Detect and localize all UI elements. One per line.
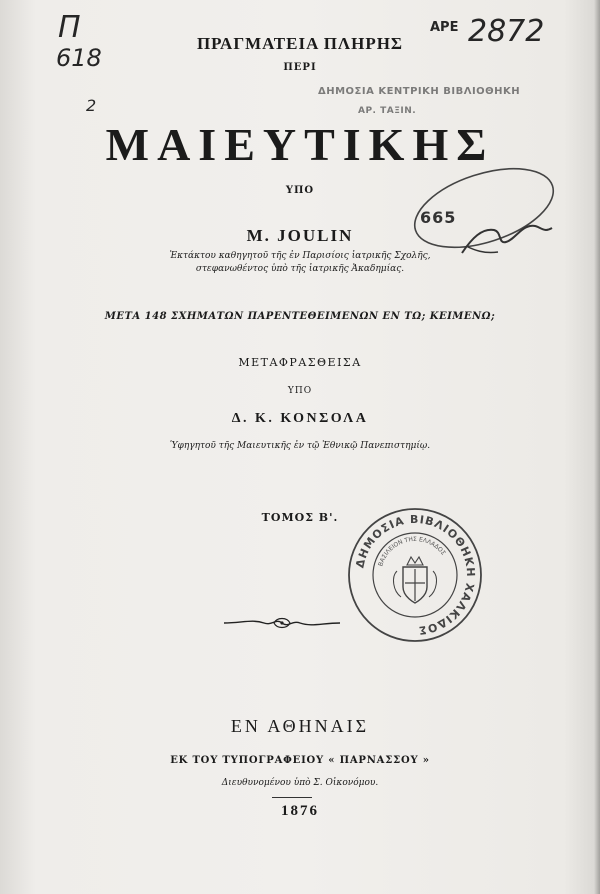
- accession-number: 2872: [468, 14, 545, 49]
- title-line-1: ΠΡΑΓΜΑΤΕΙΑ ΠΛΗΡΗΣ: [196, 34, 404, 53]
- library-stamp-text: ΔΗΜΟΣΙΑ ΚΕΝΤΡΙΚΗ ΒΙΒΛΙΟΘΗΚΗ: [318, 86, 521, 97]
- author-description-line-2: στεφανωθέντος ὑπὸ τῆς ἰατρικῆς Ἀκαδημίας.: [195, 264, 405, 274]
- handwritten-shelf-mark-1: Π: [58, 10, 81, 45]
- translator-name: Δ. Κ. ΚΟΝΣΟΛΑ: [231, 411, 369, 426]
- title-line-2: ΠΕΡΙ: [283, 62, 317, 73]
- svg-text:ΒΑΣΙΛΕΙΟΝ ΤΗΣ ΕΛΛΑΔΟΣ: [377, 536, 447, 567]
- round-stamp-text: ΔΗΜΟΣΙΑ ΒΙΒΛΙΟΘΗΚΗ ΧΑΛΚΙΔΟΣ: [353, 512, 478, 638]
- imprint-place: ΕΝ ΑΘΗΝΑΙΣ: [230, 716, 370, 736]
- publication-year: 1876: [281, 803, 319, 819]
- by-label-2: ΥΠΟ: [287, 386, 313, 396]
- author-description-line-1: Ἐκτάκτου καθηγητοῦ τῆς ἐν Παρισίοις ἰατρικῆς Σχολῆς,: [169, 251, 431, 261]
- handwritten-shelf-mark-2: 618: [56, 44, 102, 72]
- round-stamp-inner-text: ΒΑΣΙΛΕΙΟΝ ΤΗΣ ΕΛΛΑΔΟΣ: [377, 535, 447, 568]
- translator-description: Ὑφηγητοῦ τῆς Μαιευτικῆς ἐν τῷ Ἐθνικῷ Πανεπιστημίῳ.: [169, 441, 431, 451]
- divider-rule: [272, 797, 312, 798]
- imprint-printer-description: Διευθυνομένου ὑπὸ Σ. Οἰκονόμου.: [221, 778, 379, 788]
- handwritten-shelf-mark-3: 2: [86, 96, 97, 115]
- translated-label: ΜΕΤΑΦΡΑΣΘΕΙΣΑ: [238, 356, 362, 369]
- stamp-number: 665: [420, 208, 457, 227]
- accession-prefix: ΑΡΕ: [430, 20, 459, 35]
- volume-label: ΤΟΜΟΣ Β'.: [261, 511, 339, 524]
- library-stamp-subtext: ΑΡ. ΤΑΞΙΝ.: [358, 106, 417, 116]
- imprint-printer: ΕΚ ΤΟΥ ΤΥΠΟΓΡΑΦΕΙΟΥ « ΠΑΡΝΑΣΣΟΥ »: [170, 755, 430, 766]
- main-title: ΜΑΙΕΥΤΙΚΗΣ: [105, 119, 495, 170]
- author-description: [0, 250, 600, 276]
- decorative-ornament-icon: [222, 615, 342, 631]
- by-label-1: ΥΠΟ: [285, 185, 315, 196]
- figures-note: ΜΕΤΑ 148 ΣΧΗΜΑΤΩΝ ΠΑΡΕΝΤΕΘΕΙΜΕΝΩΝ ΕΝ ΤΩ; ΚΕΙΜΕΝΩ;: [104, 311, 496, 322]
- library-round-stamp-icon: [345, 505, 485, 645]
- author-name: M. JOULIN: [246, 226, 354, 245]
